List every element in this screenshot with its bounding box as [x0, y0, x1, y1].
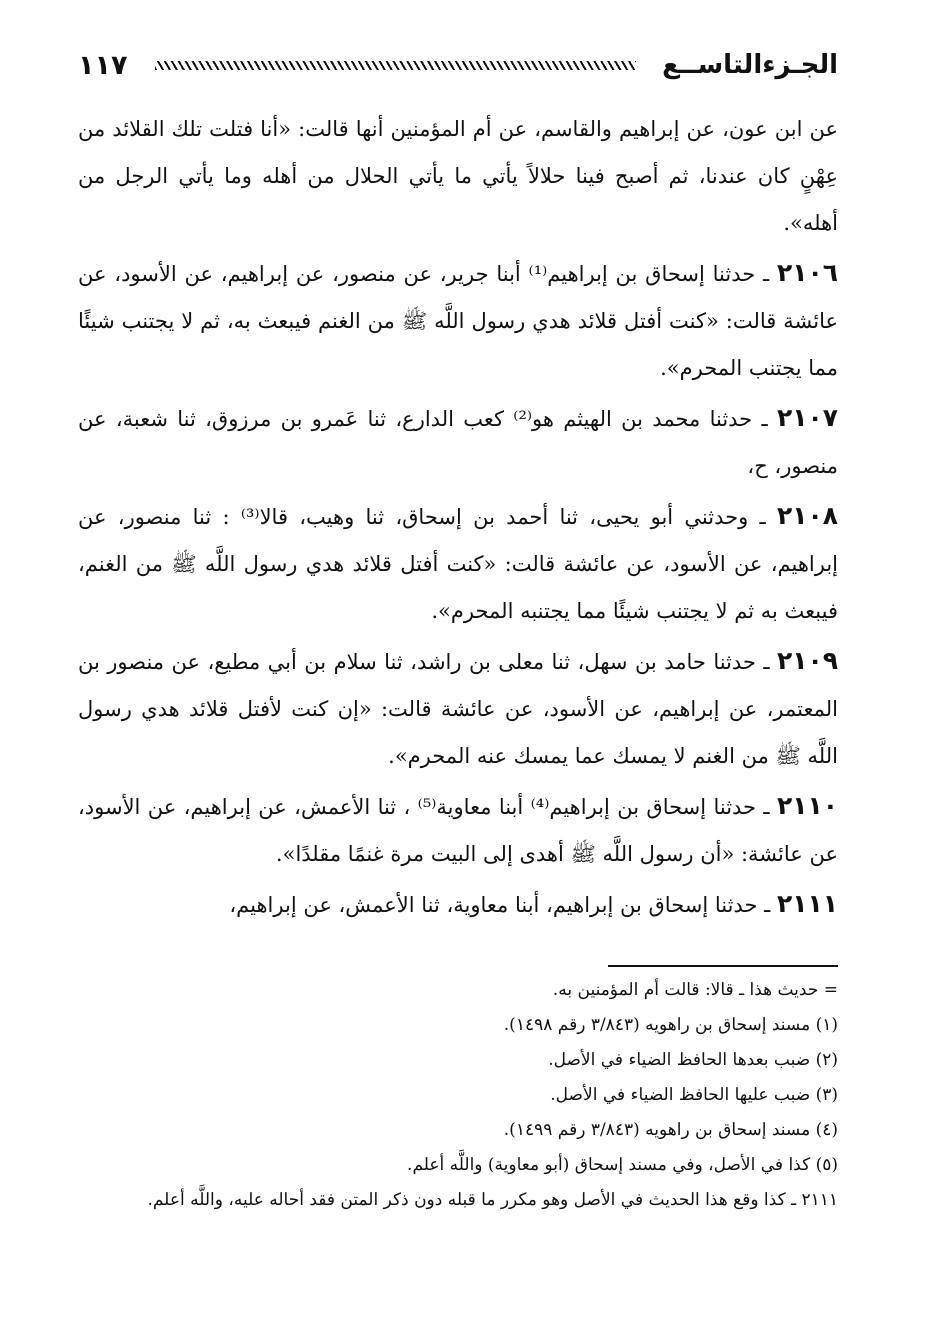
footnote: (٥) كذا في الأصل، وفي مسند إسحاق (أبو معاوية) واللَّه أعلم.: [407, 1155, 838, 1175]
hadith-number: ٢١٠٩: [776, 646, 838, 675]
paragraph: [78, 782, 838, 878]
footnote: (٢) ضبب بعدها الحافظ الضياء في الأصل.: [548, 1050, 838, 1070]
hadith-number: ٢١١١: [776, 889, 838, 918]
page-number: ١١٧: [78, 49, 128, 81]
paragraph: [78, 492, 838, 635]
page-header: [78, 40, 838, 90]
footnotes: [78, 973, 838, 1218]
paragraph: [78, 249, 838, 392]
running-title: الجـزءالتاســع: [662, 50, 838, 80]
footnote-separator: [608, 965, 838, 967]
footnote: (١) مسند إسحاق بن راهويه (٣/٨٤٣ رقم ١٤٩٨).: [503, 1015, 838, 1035]
header-ornament-rule: [155, 61, 636, 70]
hadith-number: ٢١١٠: [776, 791, 838, 820]
hadith-number: ٢١٠٨: [776, 501, 838, 530]
footnote: ٢١١١ ـ كذا وقع هذا الحديث في الأصل وهو مكرر ما قبله دون ذكر المتن فقد أحاله عليه، واللَّه أعلم.: [147, 1190, 838, 1210]
paragraph-text: ـ حدثنا إسحاق بن إبراهيم⁽⁴⁾ أبنا معاوية⁽⁵⁾ ، ثنا الأعمش، عن إبراهيم، عن الأسود، عن عائشة: «أن رسول اللَّه ﷺ أهدى إلى البيت مرة غنمًا مقلدًا».: [78, 795, 838, 866]
main-text: [78, 104, 838, 929]
book-page: [78, 40, 838, 1310]
paragraph-text: ـ حدثنا محمد بن الهيثم هو⁽²⁾ كعب الدارع، ثنا عَمرو بن مرزوق، ثنا شعبة، عن منصور، ح،: [78, 407, 838, 478]
paragraph: [78, 394, 838, 490]
hadith-number: ٢١٠٦: [776, 258, 838, 287]
hadith-number: ٢١٠٧: [776, 403, 839, 432]
paragraph-text: ـ حدثنا إسحاق بن إبراهيم، أبنا معاوية، ثنا الأعمش، عن إبراهيم،: [229, 893, 771, 917]
footnote: (٤) مسند إسحاق بن راهويه (٣/٨٤٣ رقم ١٤٩٩).: [503, 1120, 838, 1140]
paragraph: [78, 637, 838, 780]
paragraph-text: ـ حدثنا إسحاق بن إبراهيم⁽¹⁾ أبنا جرير، عن منصور، عن إبراهيم، عن الأسود، عن عائشة قالت: «كنت أفتل قلائد هدي رسول اللَّه ﷺ من الغنم فيبعث به، ثم لا يجتنب شيئًا مما يجتنب المحرم».: [78, 262, 838, 380]
paragraph: [78, 104, 838, 247]
paragraph: [78, 880, 838, 929]
paragraph-text: عن ابن عون، عن إبراهيم والقاسم، عن أم المؤمنين أنها قالت: «أنا فتلت تلك القلائد من عِهْنٍ كان عندنا، ثم أصبح فينا حلالاً يأتي ما يأتي الحلال من أهله وما يأتي الرجل من أهله».: [78, 117, 838, 235]
footnote: = حديث هذا ـ قالا: قالت أم المؤمنين به.: [552, 980, 838, 1000]
footnote: (٣) ضبب عليها الحافظ الضياء في الأصل.: [550, 1085, 838, 1105]
paragraph-text: ـ وحدثني أبو يحيى، ثنا أحمد بن إسحاق، ثنا وهيب، قالا⁽³⁾ : ثنا منصور، عن إبراهيم، عن الأسود، عن عائشة قالت: «كنت أفتل قلائد هدي رسول اللَّه ﷺ من الغنم، فيبعث به ثم لا يجتنب شيئًا مما يجتنبه المحرم».: [78, 505, 838, 623]
paragraph-text: ـ حدثنا حامد بن سهل، ثنا معلى بن راشد، ثنا سلام بن أبي مطيع، عن منصور بن المعتمر، عن إبراهيم، عن الأسود، عن عائشة قالت: «إن كنت لأفتل قلائد هدي رسول اللَّه ﷺ من الغنم لا يمسك عما يمسك عنه المحرم».: [78, 650, 838, 768]
